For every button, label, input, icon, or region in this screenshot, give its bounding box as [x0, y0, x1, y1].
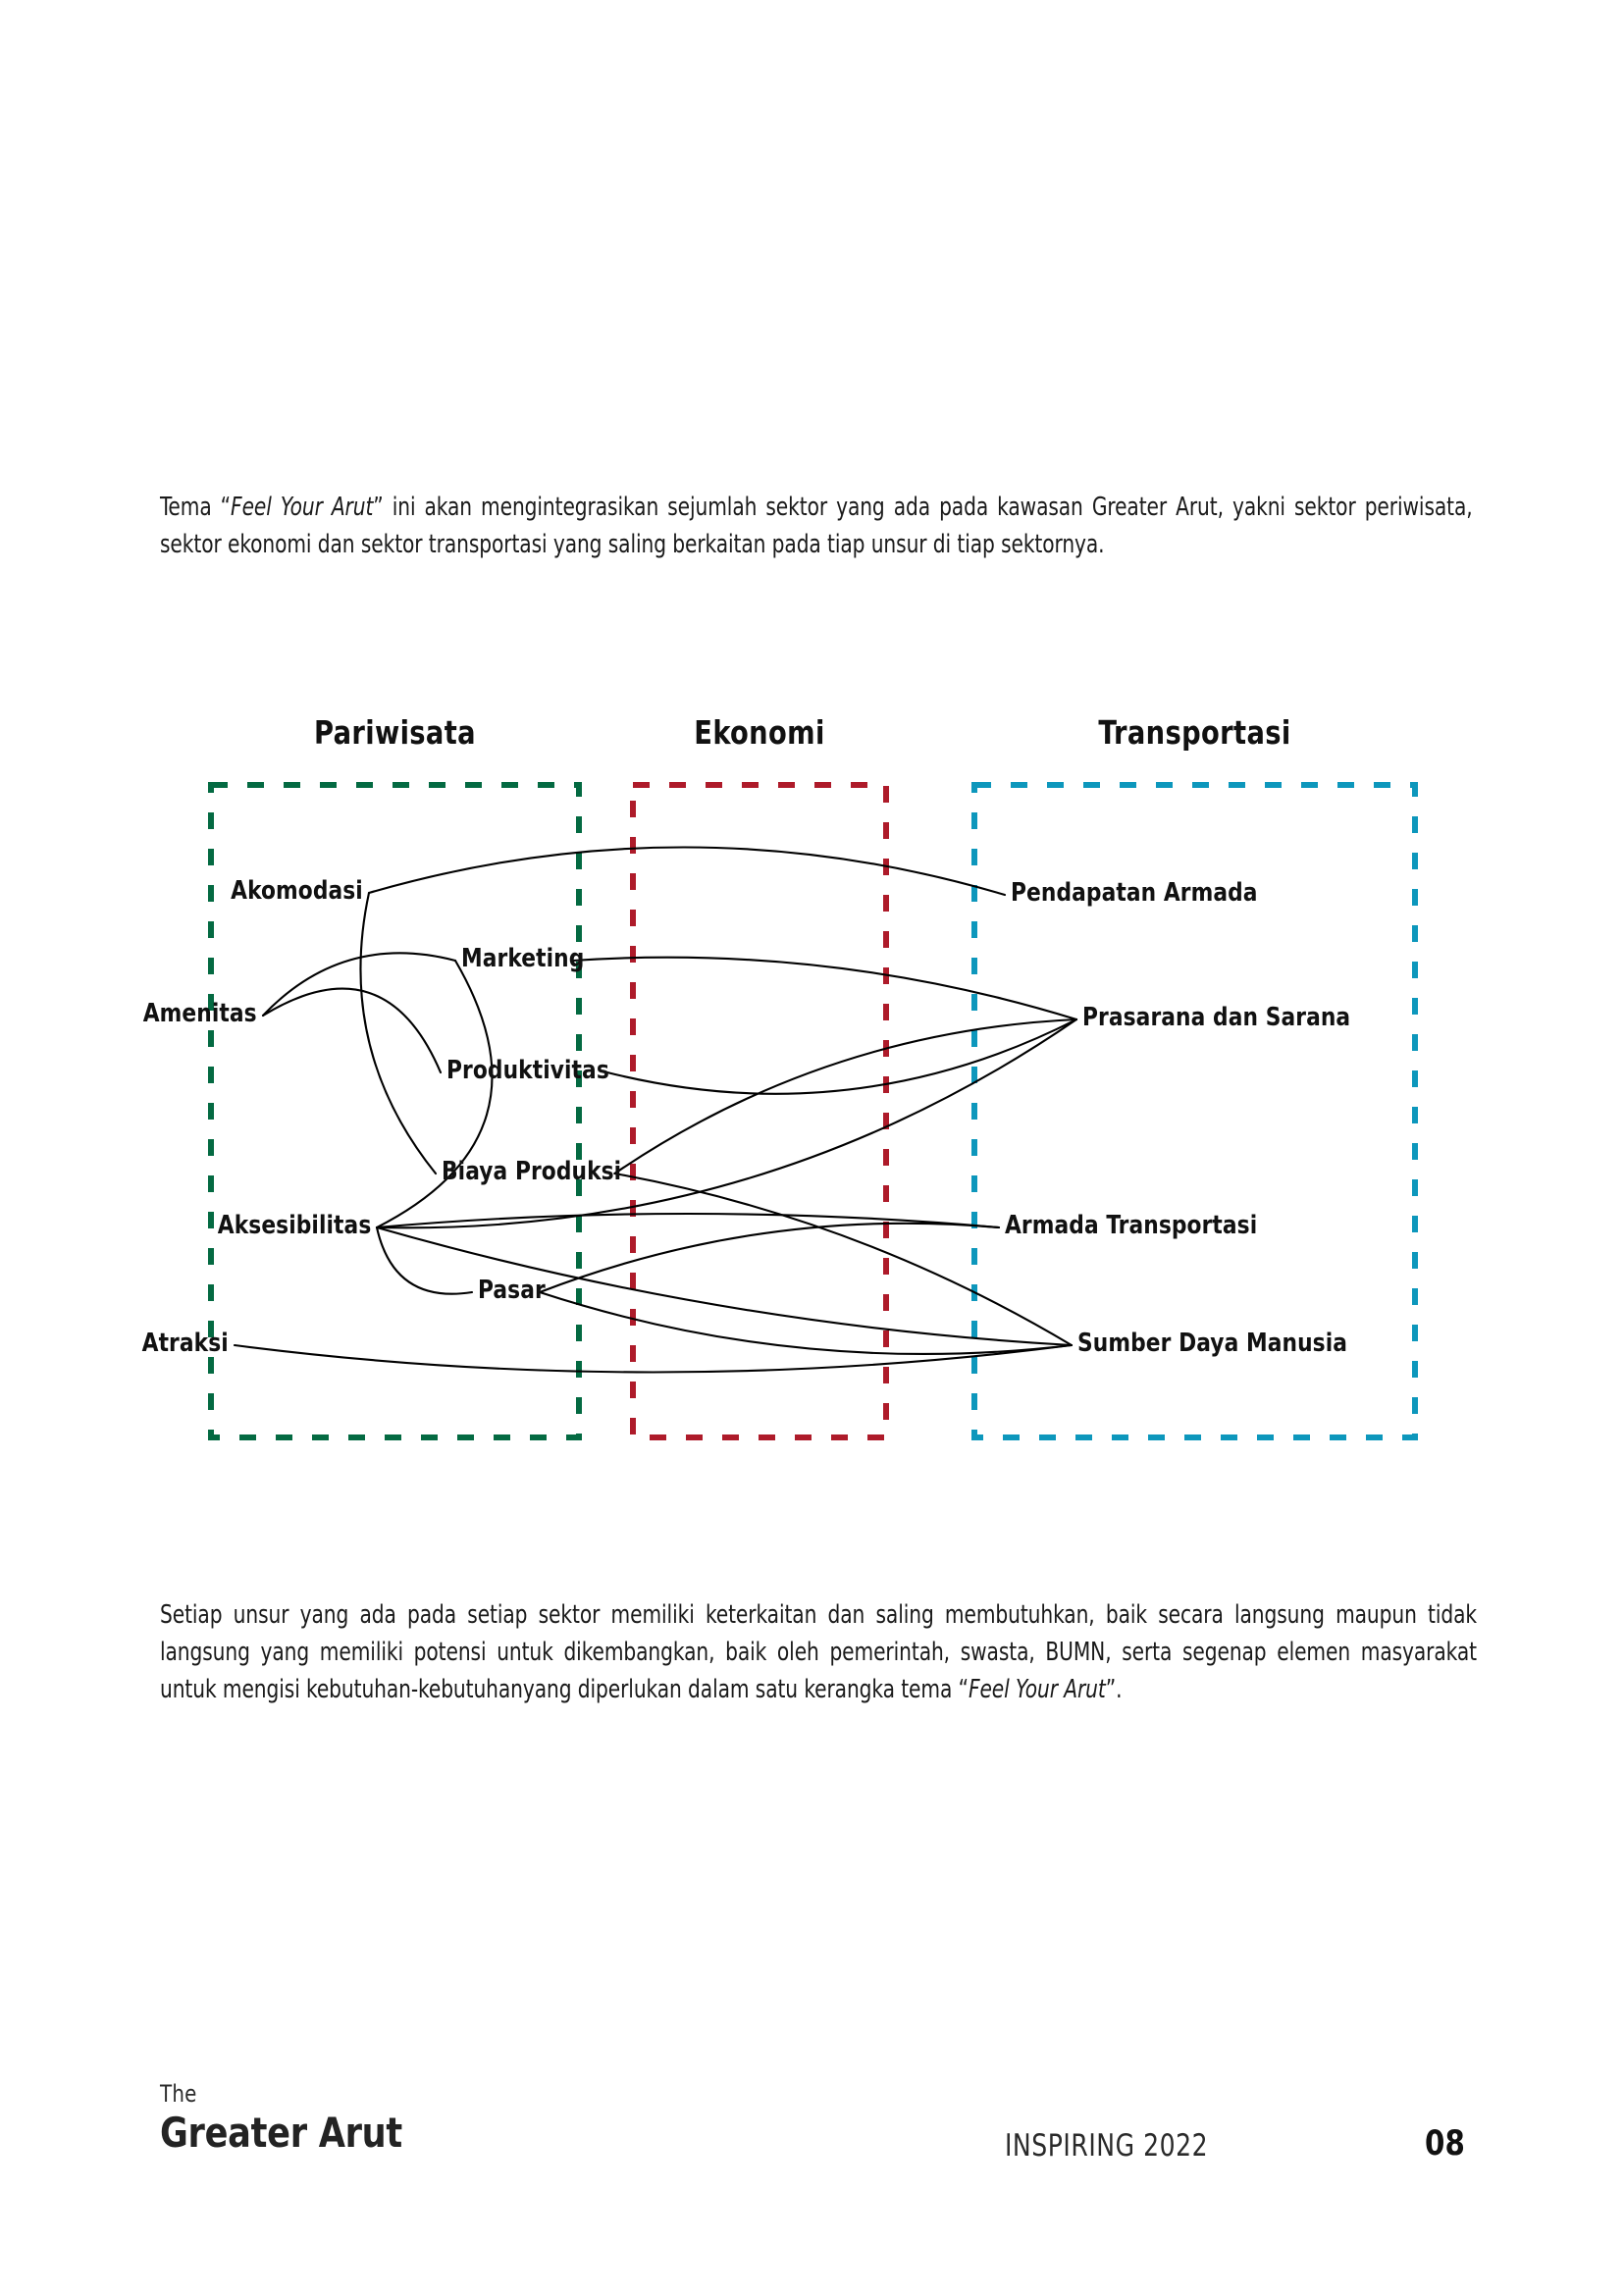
diagram-edge-amenitas-to-produktivitas	[263, 989, 441, 1072]
column-title-pariwisata: Pariwisata	[314, 713, 476, 752]
diagram-edge-biaya-produksi-to-prasarana-dan-sarana	[614, 1019, 1076, 1174]
diagram-edge-aksesibilitas-to-prasarana-dan-sarana	[377, 1019, 1076, 1227]
diagram-edge-aksesibilitas-to-marketing	[377, 961, 493, 1227]
diagram-edge-amenitas-to-marketing	[263, 953, 455, 1016]
closing-paragraph: Setiap unsur yang ada pada setiap sektor memiliki keterkaitan dan saling membutuhkan, baik secara langsung maupun tidak langsung yang memiliki potensi untuk dikembangkan, baik oleh pemerintah, swasta, BUMN, serta segenap elemen masyarakat untuk mengisi kebutuhan-kebutuhanyang diperlukan dalam satu kerangka tema “Feel Your Arut”.	[160, 1600, 1477, 1704]
diagram-node-marketing: Marketing	[461, 944, 585, 973]
column-title-transportasi: Transportasi	[1098, 713, 1291, 752]
footer-brand	[160, 2082, 421, 2155]
diagram-node-biaya-produksi: Biaya Produksi	[442, 1157, 622, 1186]
diagram-edge-marketing-to-prasarana-dan-sarana	[572, 958, 1076, 1019]
diagram-node-sumber-daya-manusia: Sumber Daya Manusia	[1077, 1329, 1348, 1358]
diagram-edge-aksesibilitas-to-pasar	[377, 1227, 472, 1294]
diagram-node-pasar: Pasar	[478, 1276, 546, 1305]
column-title-ekonomi: Ekonomi	[694, 713, 825, 752]
footer-brand-name: Greater Arut	[160, 2109, 402, 2157]
diagram-edge-akomodasi-to-biaya-produksi	[360, 893, 436, 1174]
sector-box-ekonomi	[633, 785, 886, 1437]
footer-page-number: 08	[1425, 2124, 1466, 2164]
diagram-node-aksesibilitas: Aksesibilitas	[217, 1211, 371, 1240]
diagram-node-armada-transportasi: Armada Transportasi	[1005, 1211, 1258, 1240]
diagram-edge-produktivitas-to-prasarana-dan-sarana	[607, 1019, 1076, 1094]
diagram-edge-biaya-produksi-to-sumber-daya-manusia	[614, 1174, 1072, 1345]
footer-issue-label: INSPIRING 2022	[1005, 2128, 1209, 2164]
diagram-edge-pasar-to-armada-transportasi	[540, 1224, 999, 1292]
diagram-edge-akomodasi-to-pendapatan-armada	[369, 847, 1005, 895]
diagram-node-atraksi: Atraksi	[141, 1329, 229, 1358]
diagram-node-pendapatan-armada: Pendapatan Armada	[1011, 878, 1258, 908]
diagram-edge-aksesibilitas-to-armada-transportasi	[377, 1214, 999, 1227]
diagram-node-prasarana-dan-sarana: Prasarana dan Sarana	[1082, 1003, 1351, 1032]
intro-paragraph: Tema “Feel Your Arut” ini akan mengintegrasikan sejumlah sektor yang ada pada kawasan Greater Arut, yakni sektor periwisata, sektor ekonomi dan sektor transportasi yang saling berkaitan pada tiap unsur di tiap sektornya.	[160, 493, 1473, 559]
footer-brand-prefix: The	[160, 2080, 197, 2108]
diagram-node-amenitas: Amenitas	[143, 999, 257, 1028]
diagram-node-akomodasi: Akomodasi	[231, 876, 363, 906]
diagram-edge-atraksi-to-sumber-daya-manusia	[235, 1345, 1072, 1373]
diagram-node-produktivitas: Produktivitas	[446, 1056, 609, 1085]
diagram-edge-pasar-to-sumber-daya-manusia	[540, 1292, 1072, 1354]
